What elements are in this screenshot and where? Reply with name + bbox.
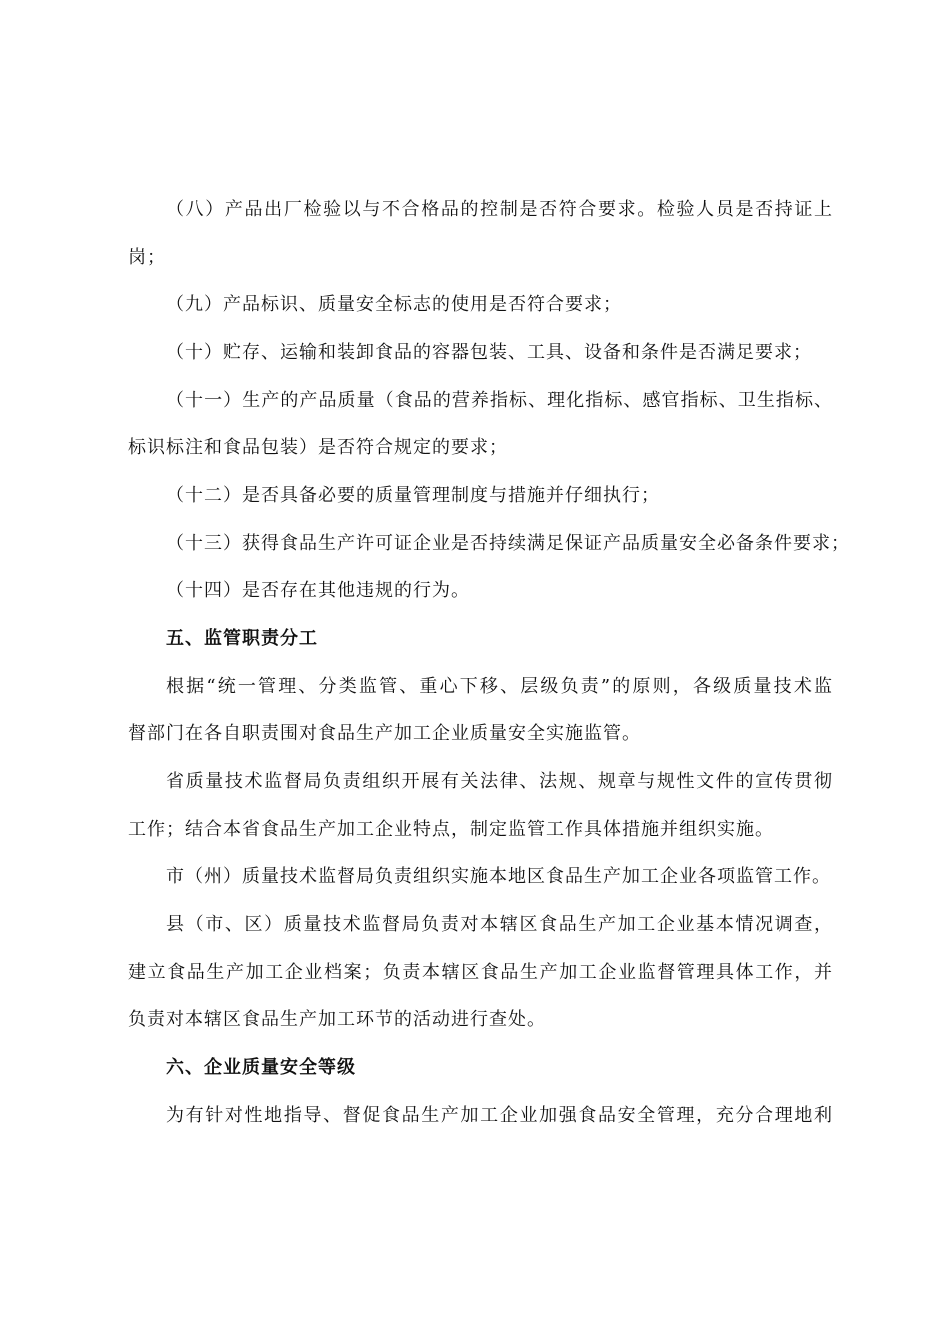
paragraph-line: 省质量技术监督局负责组织开展有关法律、法规、规章与规性文件的宣传贯彻: [166, 771, 833, 792]
paragraph-line: （九）产品标识、质量安全标志的使用是否符合要求；: [166, 294, 622, 315]
paragraph-line: 岗；: [128, 247, 166, 268]
paragraph-line: 督部门在各自职责围对食品生产加工企业质量安全实施监管。: [128, 723, 641, 744]
paragraph-line: 建立食品生产加工企业档案；负责本辖区食品生产加工企业监督管理具体工作，并: [128, 962, 833, 983]
paragraph-line: 标识标注和食品包装）是否符合规定的要求；: [128, 437, 508, 458]
paragraph-line: 县（市、区）质量技术监督局负责对本辖区食品生产加工企业基本情况调查，: [166, 914, 833, 935]
paragraph-line: （十一）生产的产品质量（食品的营养指标、理化指标、感官指标、卫生指标、: [166, 390, 833, 411]
paragraph-line: 市（州）质量技术监督局负责组织实施本地区食品生产加工企业各项监管工作。: [166, 866, 831, 887]
paragraph-line: 负责对本辖区食品生产加工环节的活动进行查处。: [128, 1009, 546, 1030]
paragraph-line: （十）贮存、运输和装卸食品的容器包装、工具、设备和条件是否满足要求；: [166, 342, 812, 363]
paragraph-line: 为有针对性地指导、督促食品生产加工企业加强食品安全管理，充分合理地利: [166, 1105, 833, 1126]
paragraph-line: 工作；结合本省食品生产加工企业特点，制定监管工作具体措施并组织实施。: [128, 819, 774, 840]
paragraph-line: （八）产品出厂检验以与不合格品的控制是否符合要求。检验人员是否持证上: [166, 199, 833, 220]
paragraph-line: （十四）是否存在其他违规的行为。: [166, 580, 470, 601]
section-heading: 五、监管职责分工: [166, 628, 318, 649]
section-heading: 六、企业质量安全等级: [166, 1057, 356, 1078]
paragraph-line: （十二）是否具备必要的质量管理制度与措施并仔细执行；: [166, 485, 660, 506]
paragraph-line: （十三）获得食品生产许可证企业是否持续满足保证产品质量安全必备条件要求；: [166, 533, 850, 554]
paragraph-line: 根据“统一管理、分类监管、重心下移、层级负责”的原则，各级质量技术监: [166, 676, 833, 697]
